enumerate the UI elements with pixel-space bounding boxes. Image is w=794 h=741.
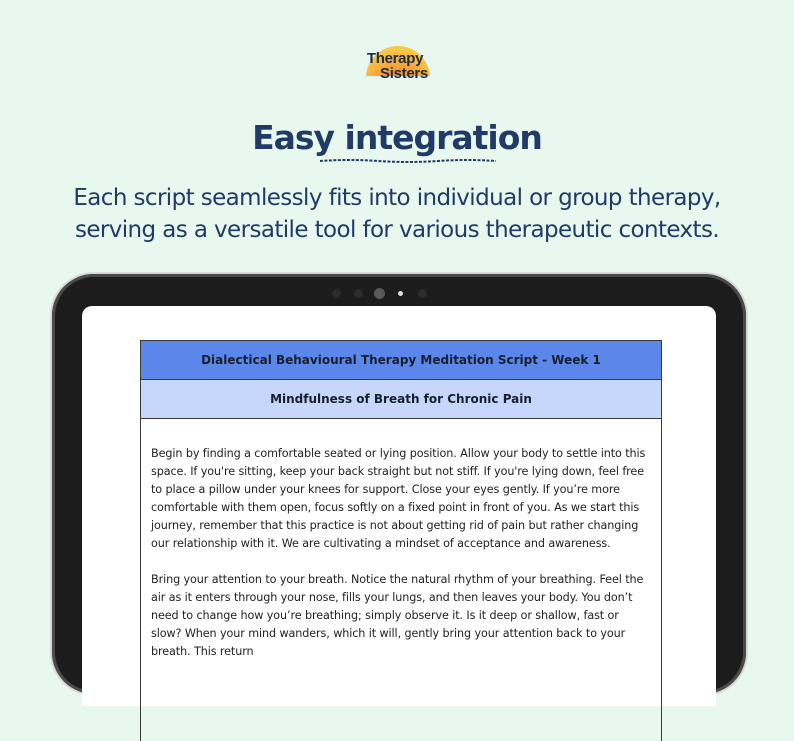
headline: Easy integration [252,118,542,157]
headline-underline [318,158,498,164]
document-body [141,419,661,661]
camera-dot [354,289,363,298]
tablet-device [52,274,746,694]
brand-name-line1: Therapy [366,50,424,67]
camera-dot [418,289,427,298]
subtext: Each script seamlessly fits into individual or group therapy, serving as a versatile tool for various therapeutic contexts. [73,185,721,243]
camera-bar [52,287,746,299]
document-title: Dialectical Behavioural Therapy Meditation Script - Week 1 [141,341,661,380]
camera-dot [332,289,341,298]
paragraph: Bring your attention to your breath. Notice the natural rhythm of your breathing. Feel the air as it enters through your nose, fills your lungs, and then leaves your body. You don’t need to change how you’re breathing; simply observe it. Is it deep or shallow, fast or slow? When your mind wanders, which it will, gently bring your attention back to your breath. This return [151,573,644,658]
camera-lens-icon [374,288,385,299]
brand-logo [352,44,438,86]
tablet-screen [82,306,716,706]
camera-indicator [398,291,403,296]
brand-name [352,51,438,81]
script-document [140,340,662,741]
paragraph: Begin by finding a comfortable seated or lying position. Allow your body to settle into this space. If you're sitting, keep your back straight but not stiff. If you're lying down, feel free to place a pillow under your knees for support. Close your eyes gently. If you’re more comfortable with them open, focus softly on a fixed point in front of you. As we start this journey, remember that this practice is not about getting rid of pain but rather changing our relationship with it. We are cultivating a mindset of acceptance and awareness. [151,447,646,550]
brand-name-line2: Sisters [380,65,428,82]
document-subtitle: Mindfulness of Breath for Chronic Pain [141,380,661,419]
